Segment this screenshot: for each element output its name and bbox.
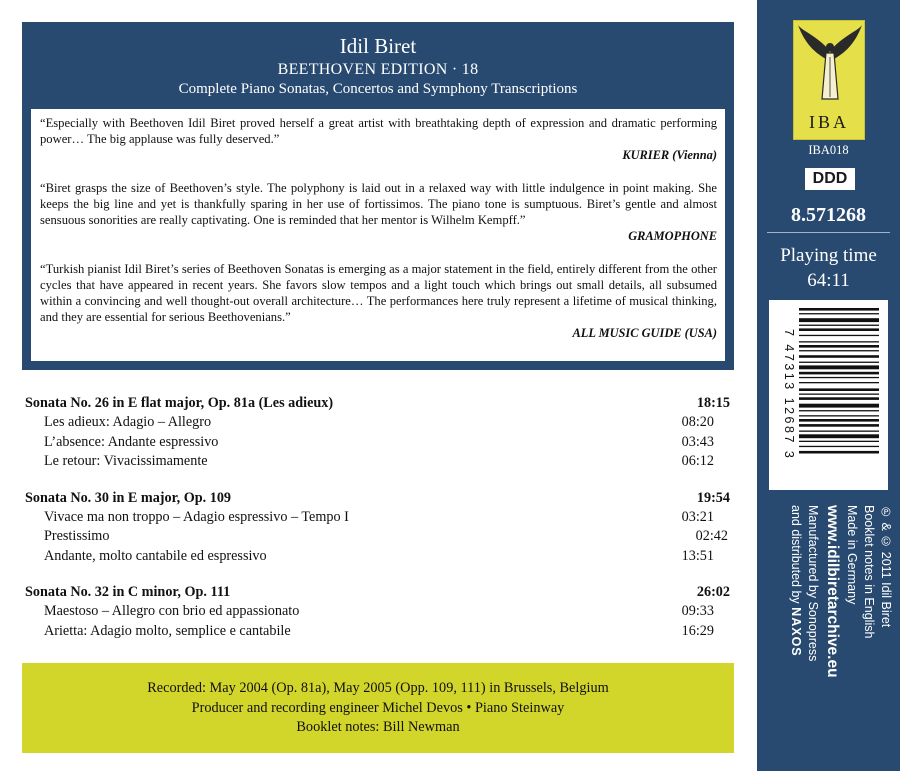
movement-name: Maestoso – Allegro con brio ed appassionato [44,603,300,619]
credits-panel [22,663,734,753]
press-quote [40,261,717,341]
movement-name: L’absence: Andante espressivo [44,433,219,450]
distributor-line [787,505,804,755]
angel-icon [794,21,866,113]
sonata-title: Sonata No. 32 in C minor, Op. 111 [25,584,231,600]
movement-time: 03:21 [681,508,714,525]
sonata-total-time: 26:02 [696,584,730,600]
movement-name: Vivace ma non troppo – Adagio espressivo – Tempo I [44,508,349,525]
logo-text: IBA [809,112,849,132]
sonata-block [25,393,730,472]
sonata-block [25,488,730,567]
producer-info: Producer and recording engineer Michel Devos • Piano Steinway [191,699,565,716]
movement-row [25,433,730,453]
sonata-total-time: 19:54 [696,489,730,506]
movement-name: Les adieux: Adagio – Allegro [44,414,212,430]
movement-name: Andante, molto cantabile ed espressivo [44,547,267,564]
header-panel [22,22,734,370]
website-link[interactable]: www.idilbiretarchive.eu [824,505,841,678]
naxos-logo: NAXOS [789,607,803,657]
sonata-heading [25,582,730,602]
barcode-bars-icon [799,308,879,482]
distributor-prefix: and distributed by [789,505,803,604]
barcode [769,300,888,490]
edition-subtitle: Complete Piano Sonatas, Concertos and Symphony Transcriptions [178,81,578,97]
legal-info [769,505,894,755]
artist-name: Idil Biret [339,34,417,58]
movement-row [25,547,730,567]
quote-source: GRAMOPHONE [628,229,717,243]
movement-time: 09:33 [681,603,714,619]
movement-name: Prestissimo [44,528,110,544]
edition-title: BEETHOVEN EDITION · 18 [277,61,479,78]
booklet-notes-credit: Booklet notes: Bill Newman [296,719,460,735]
press-quotes [31,109,725,361]
sonata-block [25,582,730,641]
movement-time: 03:43 [681,433,714,450]
catalog-number: IBA018 [808,143,849,157]
movement-time: 13:51 [681,547,714,564]
sonata-total-time: 18:15 [696,395,730,411]
press-quote [40,180,717,244]
ddd-badge: DDD [805,168,855,190]
barcode-digits: 7 47313 12687 3 [782,329,796,461]
playing-time-label: Playing time [780,245,877,266]
sonata-heading [25,393,730,413]
quote-text: “Biret grasps the size of Beethoven’s style. The polyphony is laid out in a relaxed way with little indulgence in point making. She keeps the big line and yet is thankfully sparing in her use of fortissimos. The piano tone is sumptuous. Biret’s gentle and almost sensuous sonorities are really captivating. One is reminded that her mentor is Wilhelm Kempff.” [40,181,717,227]
header-titles [22,22,734,99]
release-number: 8.571268 [791,204,866,226]
movement-name: Arietta: Adagio molto, semplice e cantabile [44,622,291,639]
sonata-title: Sonata No. 26 in E flat major, Op. 81a (Les adieux) [25,395,334,411]
manufacturer: Manufactured by Sonopress [806,505,820,662]
quote-text: “Turkish pianist Idil Biret’s series of Beethoven Sonatas is emerging as a major statement in the field, entirely different from the other cycles that have appeared in recent years. She favors slow tempos and a light touch which brings out small details, all subsumed within a convincing and well thought-out overall architecture… The performances here truly represent a lifetime of musical thinking, and they are essential for serious Beethovenians.” [40,262,717,324]
movement-time: 02:42 [695,528,728,544]
movement-time: 08:20 [681,414,714,430]
sonata-title: Sonata No. 30 in E major, Op. 109 [25,489,232,506]
recording-info: Recorded: May 2004 (Op. 81a), May 2005 (Opp. 109, 111) in Brussels, Belgium [147,680,609,696]
movement-row [25,527,730,547]
movement-time: 16:29 [681,622,714,639]
movement-time: 06:12 [681,453,714,469]
sonata-heading [25,488,730,508]
iba-logo [793,20,865,140]
movement-row [25,452,730,472]
press-quote [40,115,717,163]
quote-text: “Especially with Beethoven Idil Biret proved herself a great artist with breathtaking depth of expression and dramatic performing power… The big applause was fully deserved.” [40,116,717,146]
quote-source: KURIER (Vienna) [622,148,717,162]
spine-panel [757,0,900,771]
spine-divider [767,232,890,233]
quote-source: ALL MUSIC GUIDE (USA) [572,326,717,340]
booklet-language: Booklet notes in English [862,505,876,639]
copyright-line: ℗ & © 2011 Idil Biret [879,505,893,628]
movement-row [25,413,730,433]
movement-row [25,602,730,622]
track-list [25,393,730,657]
movement-row [25,622,730,642]
made-in: Made in Germany [845,505,859,605]
movement-name: Le retour: Vivacissimamente [44,453,208,469]
movement-row [25,508,730,528]
playing-time-value: 64:11 [807,270,850,291]
